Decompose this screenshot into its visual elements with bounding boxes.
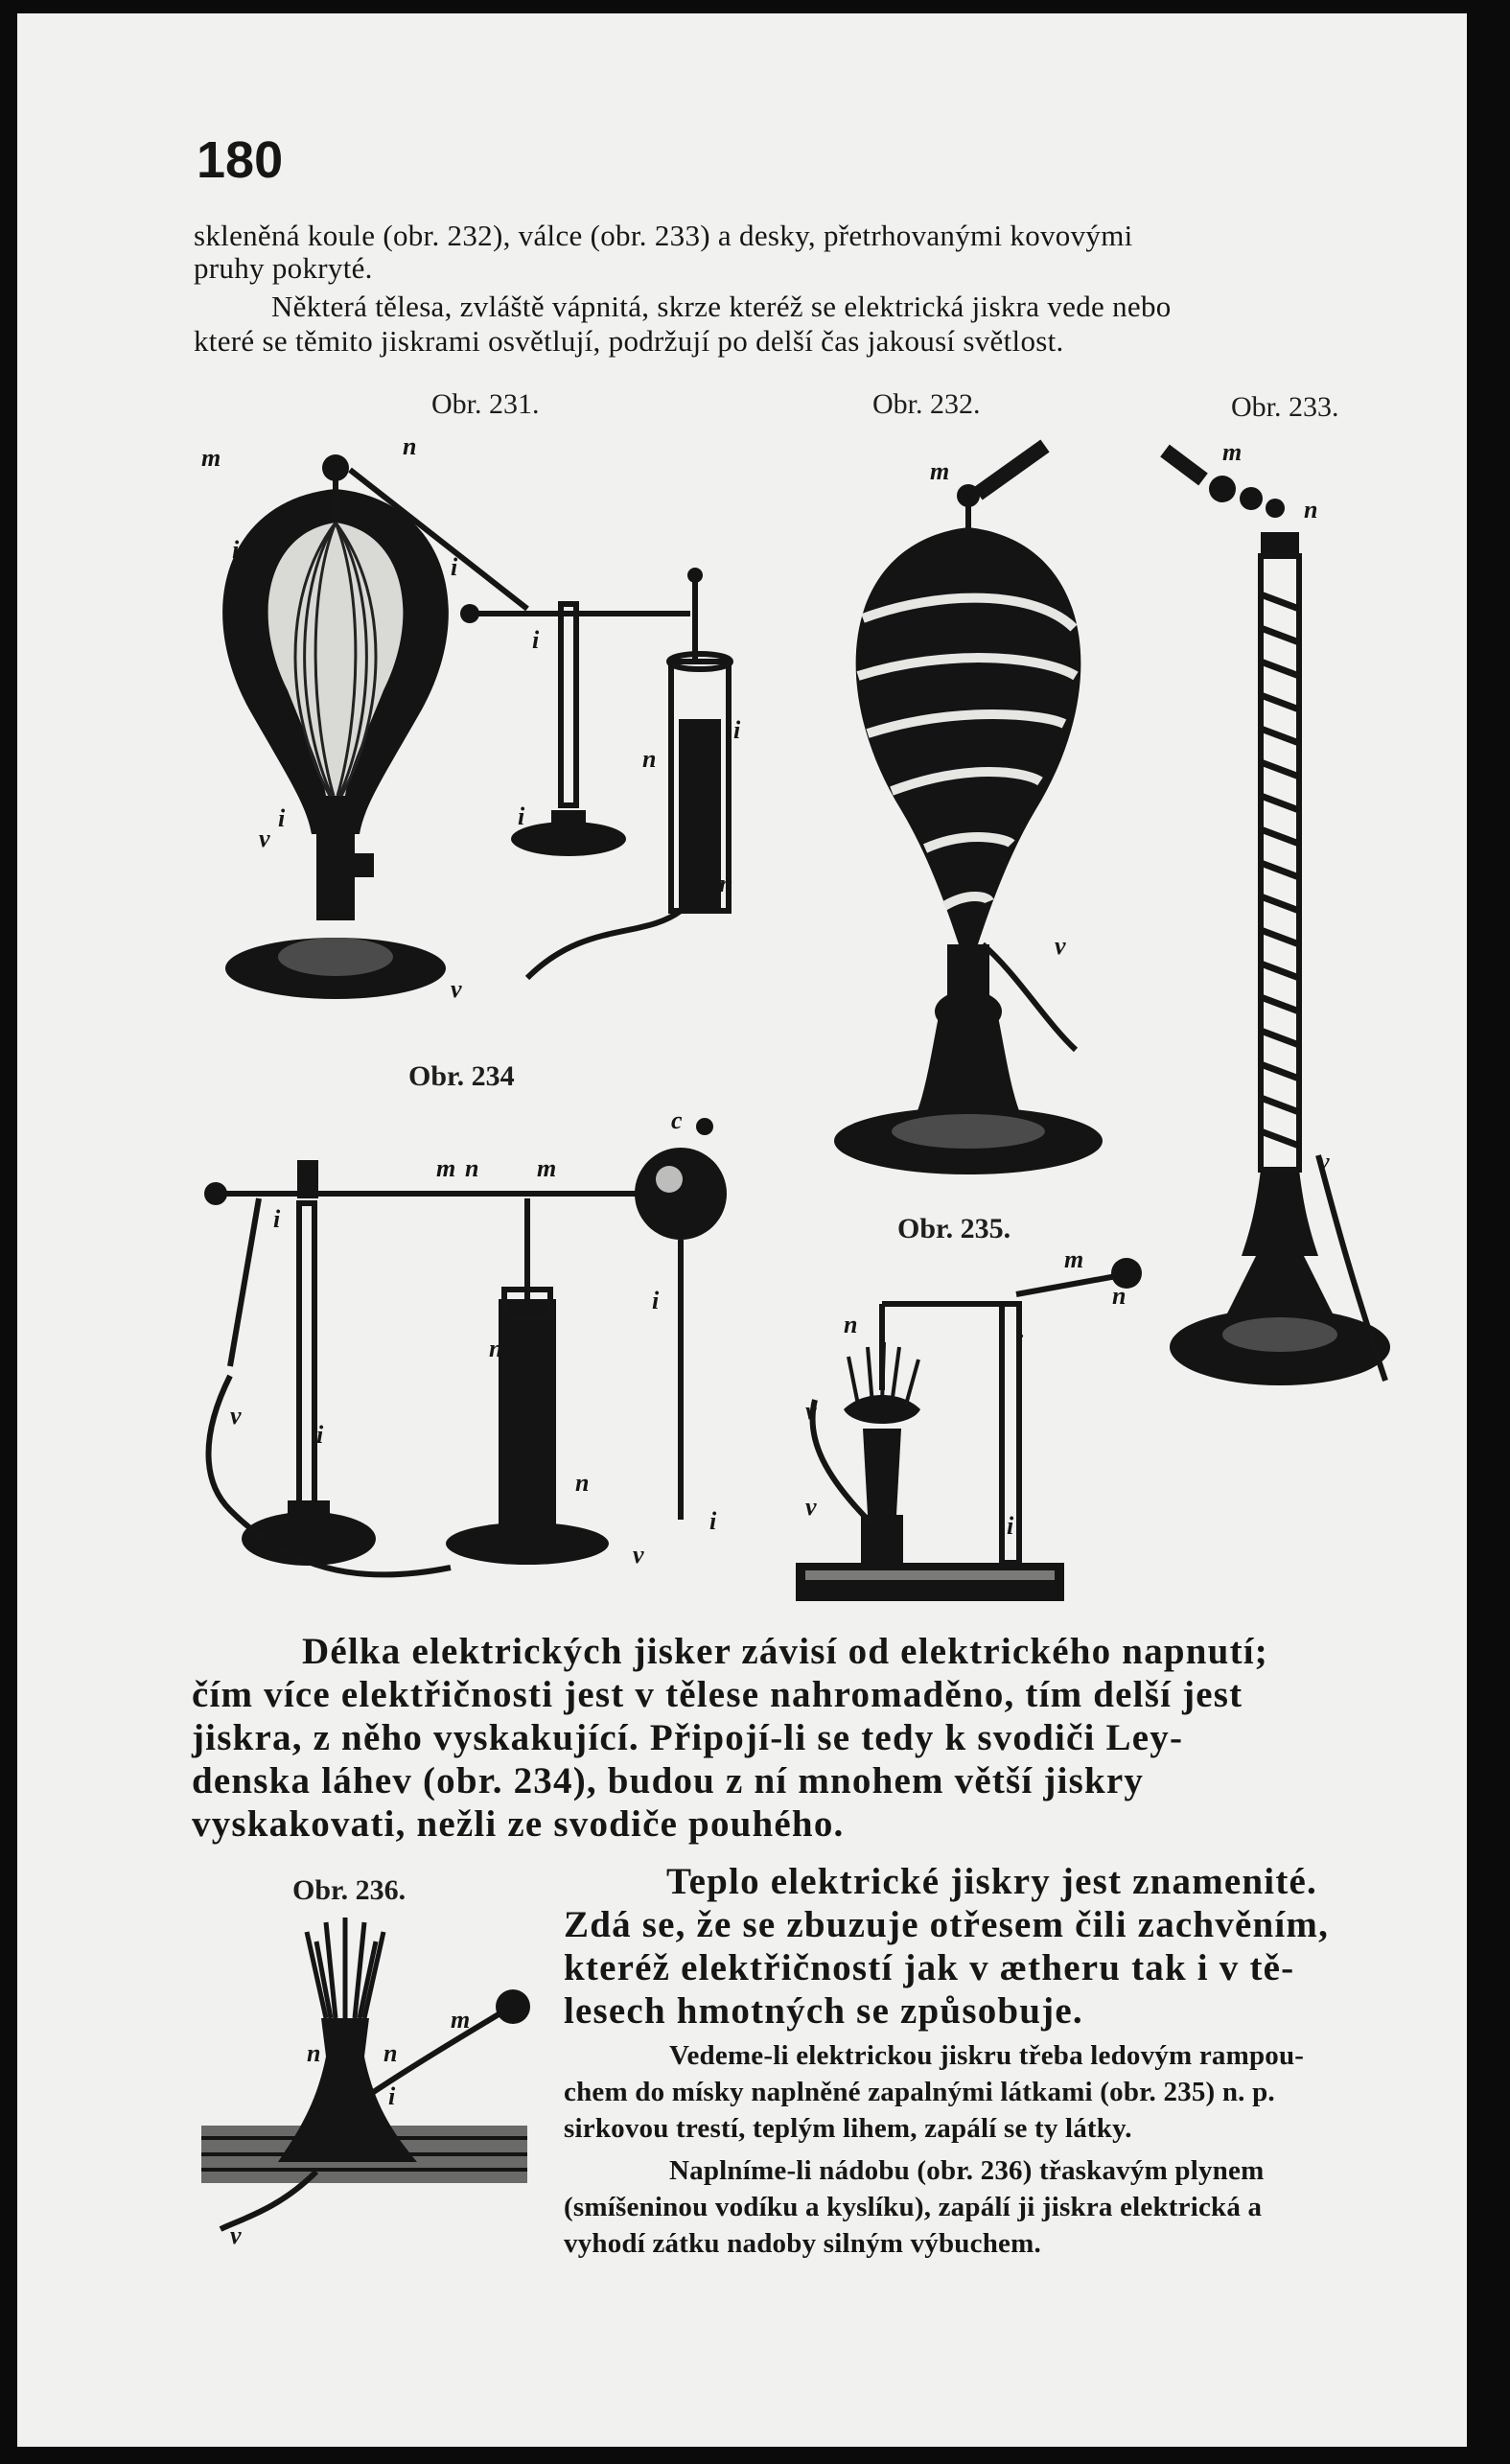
svg-text:n: n — [1112, 1282, 1127, 1310]
paragraph-line: sirkovou trestí, teplým lihem, zapálí se ty látky. — [564, 2113, 1132, 2144]
svg-text:m: m — [1064, 1245, 1084, 1273]
intro-line: které se těmito jiskrami osvětlují, podržují po delší čas jakousí světlost. — [194, 324, 1064, 358]
svg-text:i: i — [532, 626, 540, 654]
svg-text:c: c — [671, 1106, 683, 1134]
paragraph-line: Délka elektrických jisker závisí od elektrického napnutí; — [302, 1631, 1268, 1672]
svg-text:m: m — [201, 444, 221, 472]
caption-fig-231: Obr. 231. — [431, 388, 540, 420]
svg-text:i: i — [388, 2082, 396, 2110]
svg-text:v: v — [633, 1541, 644, 1569]
intro-line: pruhy pokryté. — [194, 251, 373, 285]
paragraph-line: (smíšeninou vodíku a kyslíku), zapálí ji jiskra elektrická a — [564, 2192, 1263, 2222]
svg-text:i: i — [451, 553, 458, 581]
svg-text:m: m — [1222, 438, 1243, 466]
paragraph-line: lesech hmotných se způsobuje. — [564, 1990, 1083, 2032]
page-number: 180 — [197, 131, 284, 189]
svg-text:n: n — [465, 1154, 479, 1182]
svg-text:v: v — [805, 1493, 817, 1521]
intro-line: Některá tělesa, zvláště vápnitá, skrze kteréž se elektrická jiskra vede nebo — [271, 290, 1172, 323]
svg-text:i: i — [518, 802, 525, 830]
paragraph-line: Naplníme-li nádobu (obr. 236) třaskavým plynem — [669, 2155, 1265, 2186]
caption-fig-234: Obr. 234 — [408, 1060, 515, 1092]
svg-text:v: v — [805, 1397, 817, 1425]
svg-text:n: n — [1304, 496, 1318, 523]
svg-text:n: n — [719, 870, 733, 897]
svg-text:v: v — [230, 1402, 242, 1430]
paragraph-line: kteréž elektřičností jak v ætheru tak i v tě- — [564, 1947, 1295, 1988]
svg-text:n: n — [844, 1311, 858, 1338]
svg-text:i: i — [1016, 1330, 1024, 1358]
svg-text:i: i — [1007, 1512, 1014, 1540]
caption-fig-235: Obr. 235. — [897, 1213, 1011, 1244]
svg-text:v: v — [1318, 1148, 1330, 1175]
caption-fig-233: Obr. 233. — [1231, 391, 1339, 423]
svg-text:n: n — [642, 745, 657, 773]
paragraph-line: Vedeme-li elektrickou jiskru třeba ledovým rampou- — [669, 2040, 1305, 2071]
svg-text:n: n — [403, 432, 417, 460]
paragraph-line: jiskra, z něho vyskakující. Připojí-li se tedy k svodiči Ley- — [192, 1717, 1184, 1758]
svg-text:m: m — [436, 1154, 456, 1182]
figure-235-illustration — [786, 1246, 1150, 1611]
svg-text:v: v — [230, 2221, 242, 2249]
paragraph-line: vyskakovati, nežli ze svodiče pouhého. — [192, 1803, 845, 1845]
intro-line: skleněná koule (obr. 232), válce (obr. 233) a desky, přetrhovanými kovovými — [194, 219, 1133, 252]
svg-text:i: i — [232, 536, 240, 564]
svg-text:i: i — [709, 1507, 717, 1535]
svg-text:v: v — [451, 975, 462, 1003]
svg-text:i: i — [733, 716, 741, 744]
paragraph-line: vyhodí zátku nadoby silným výbuchem. — [564, 2228, 1041, 2259]
paragraph-line: denska láhev (obr. 234), budou z ní mnohem větší jiskry — [192, 1760, 1145, 1802]
svg-text:n: n — [307, 2039, 321, 2067]
caption-fig-236: Obr. 236. — [292, 1874, 407, 1906]
paragraph-line: Zdá se, že se zbuzuje otřesem čili zachvěním, — [564, 1904, 1330, 1945]
figure-232-illustration — [825, 436, 1131, 1194]
svg-text:m: m — [451, 2006, 471, 2034]
svg-text:i: i — [278, 804, 286, 832]
scan-border — [1467, 0, 1494, 2464]
figure-236-illustration — [201, 1903, 546, 2248]
paragraph-line: čím více elektřičnosti jest v tělese nahromaděno, tím delší jest — [192, 1674, 1243, 1715]
svg-text:i: i — [652, 1287, 660, 1314]
figure-231-illustration — [192, 431, 690, 1026]
svg-text:n: n — [575, 1469, 590, 1497]
svg-text:v: v — [1055, 932, 1066, 960]
svg-text:n: n — [383, 2039, 398, 2067]
svg-text:n: n — [489, 1335, 503, 1362]
caption-fig-232: Obr. 232. — [872, 388, 981, 420]
svg-text:i: i — [316, 1421, 324, 1449]
svg-text:v: v — [259, 825, 270, 852]
paragraph-line: Teplo elektrické jiskry jest znamenité. — [666, 1861, 1317, 1902]
figure-233-illustration — [1165, 438, 1452, 1400]
leyden-jar-illustration — [642, 575, 757, 940]
svg-text:m: m — [930, 457, 950, 485]
paragraph-line: chem do mísky naplněné zapalnými látkami (obr. 235) n. p. — [564, 2077, 1275, 2107]
svg-text:m: m — [537, 1154, 557, 1182]
svg-text:i: i — [273, 1205, 281, 1233]
figure-234-illustration — [201, 1107, 777, 1625]
